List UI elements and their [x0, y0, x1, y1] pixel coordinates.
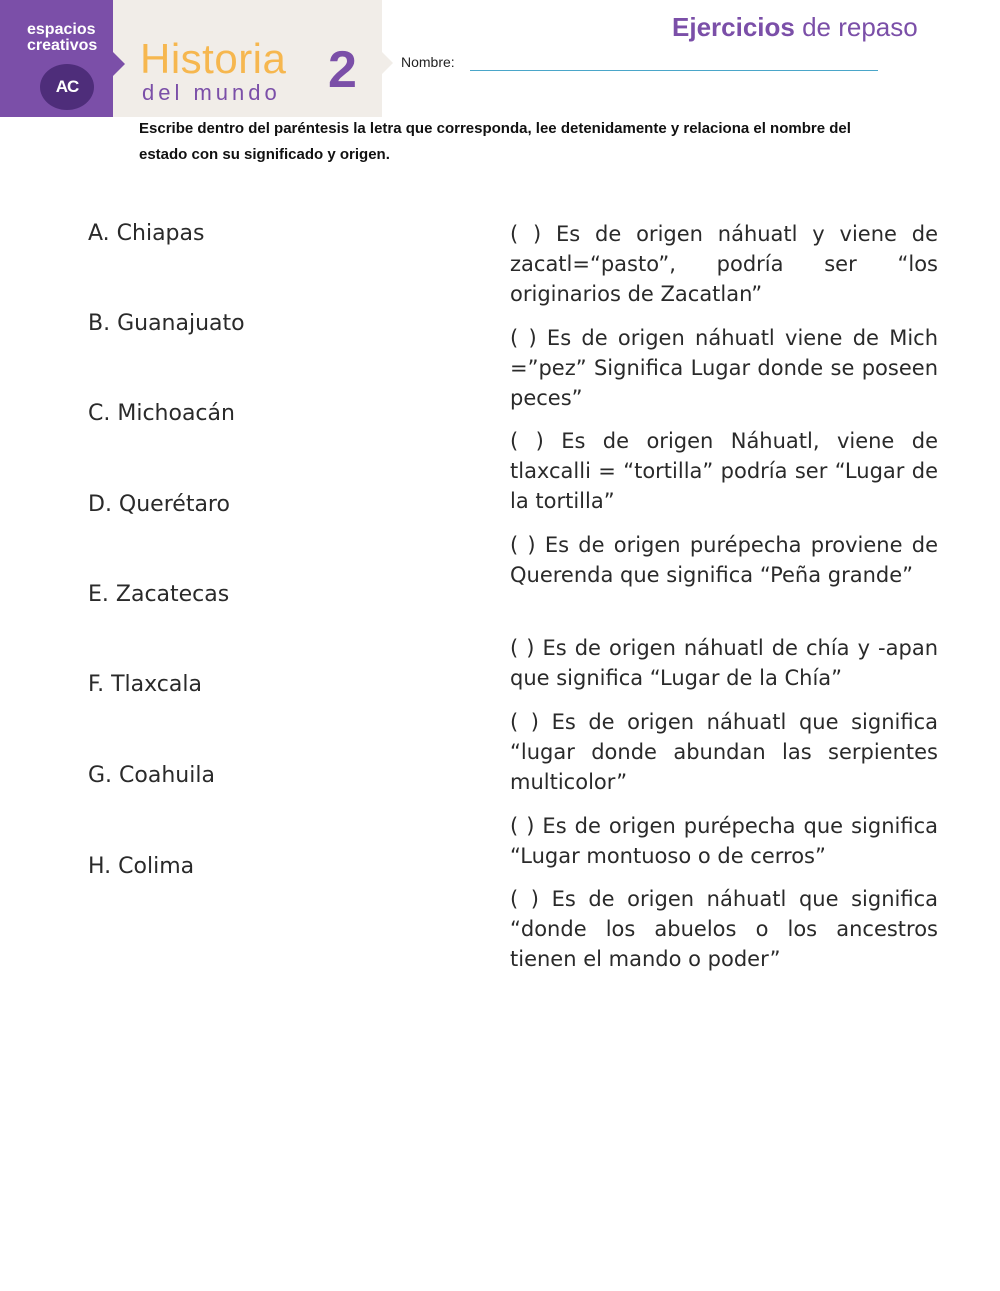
page-subtitle: del mundo: [142, 80, 281, 105]
answer-blank[interactable]: ( ): [510, 887, 539, 911]
definition-text: Es de origen purépecha proviene de Querenda que significa “Peña grande”: [510, 533, 938, 587]
definition-text: Es de origen náhuatl que significa “donde los abuelos o los ancestros tienen el mando o poder”: [510, 887, 938, 971]
worksheet-type: [672, 12, 918, 43]
name-field[interactable]: [470, 70, 878, 71]
answer-blank[interactable]: ( ): [510, 636, 535, 660]
state-item-h: H. Colima: [88, 854, 195, 879]
worksheet-type-rest: de repaso: [794, 12, 918, 42]
definition-text: Es de origen purépecha que significa “Lugar montuoso o de cerros”: [510, 814, 938, 868]
worksheet-type-bold: Ejercicios: [672, 12, 795, 42]
brand-line-1: espacios: [27, 21, 96, 38]
definition-item: [510, 426, 938, 516]
state-item-a: A. Chiapas: [88, 221, 205, 246]
answer-blank[interactable]: ( ): [510, 533, 536, 557]
state-item-f: F. Tlaxcala: [88, 672, 202, 697]
definition-item: [510, 811, 938, 871]
definition-item: [510, 884, 938, 974]
definition-item: [510, 633, 938, 693]
state-item-g: G. Coahuila: [88, 763, 215, 788]
instructions: Escribe dentro del paréntesis la letra que corresponda, lee detenidamente y relaciona el nombre del estado con su significado y origen.: [139, 120, 851, 163]
state-item-e: E. Zacatecas: [88, 582, 230, 607]
answer-blank[interactable]: ( ): [510, 429, 544, 453]
brand-line-2: creativos: [27, 37, 98, 54]
brand-name: [27, 22, 97, 54]
brand-arrow-decoration: [113, 52, 125, 76]
definition-text: Es de origen Náhuatl, viene de tlaxcalli = “tortilla” podría ser “Lugar de la tortilla”: [510, 429, 939, 513]
definition-text: Es de origen náhuatl viene de Mich =”pez” Significa Lugar donde se poseen peces”: [510, 326, 939, 410]
name-label: Nombre:: [401, 54, 455, 70]
brand-logo-text: AC: [55, 77, 79, 96]
definition-item: [510, 219, 938, 309]
definition-text: Es de origen náhuatl y viene de zacatl=“pasto”, podría ser “los originarios de Zacatlan”: [510, 222, 938, 306]
answer-blank[interactable]: ( ): [510, 326, 537, 350]
panel-arrow-decoration: [382, 52, 393, 74]
brand-logo-icon: [40, 64, 94, 110]
definition-item: [510, 530, 938, 590]
state-item-c: C. Michoacán: [88, 401, 235, 426]
page-title: Historia: [140, 35, 287, 82]
state-item-d: D. Querétaro: [88, 492, 230, 517]
title-number: 2: [328, 41, 357, 99]
answer-blank[interactable]: ( ): [510, 222, 542, 246]
definition-text: Es de origen náhuatl de chía y -apan que significa “Lugar de la Chía”: [510, 636, 938, 690]
answer-blank[interactable]: ( ): [510, 710, 539, 734]
state-item-b: B. Guanajuato: [88, 311, 245, 336]
definition-item: [510, 707, 938, 797]
definition-text: Es de origen náhuatl que significa “lugar donde abundan las serpientes multicolor”: [510, 710, 938, 794]
answer-blank[interactable]: ( ): [510, 814, 535, 838]
definition-item: [510, 323, 938, 413]
